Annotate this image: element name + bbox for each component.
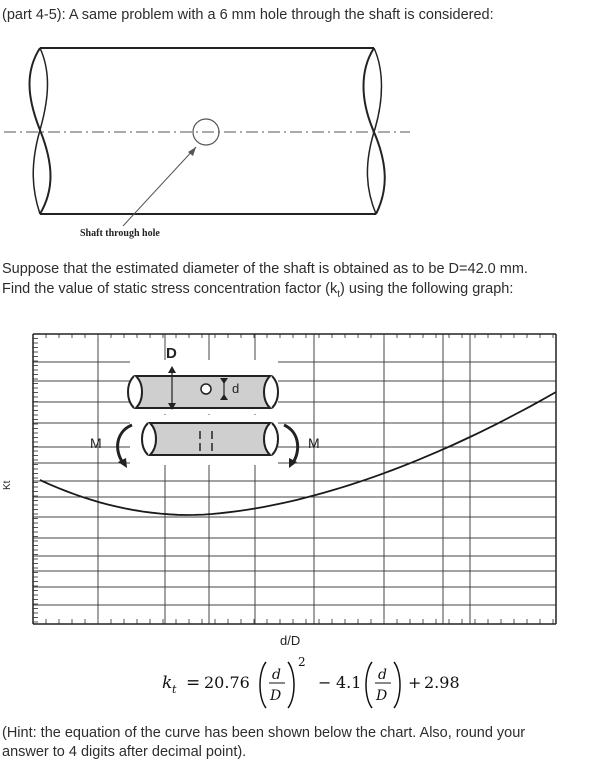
hint-line-2: answer to 4 digits after decimal point). <box>2 744 247 760</box>
moment-right-label: M <box>308 435 320 451</box>
eq-equals: = <box>186 673 201 693</box>
paragraph-line-1: Suppose that the estimated diameter of the shaft is obtained as to be D=42.0 mm. <box>2 261 528 277</box>
eq-plus: + <box>408 673 422 692</box>
shaft-caption: Shaft through hole <box>80 228 160 239</box>
eq-frac1-num: d <box>272 667 281 683</box>
eq-lhs: k <box>162 673 173 693</box>
eq-coef2: 4.1 <box>336 673 362 692</box>
diameter-label: D <box>166 345 177 362</box>
eq-minus: − <box>318 673 332 692</box>
eq-const: 2.98 <box>424 673 460 692</box>
y-axis-label: Kt <box>2 480 13 490</box>
eq-frac1-den: D <box>270 688 282 704</box>
moment-left-label: M <box>90 435 102 451</box>
eq-lhs-sub: t <box>172 683 177 696</box>
intro-text: (part 4-5): A same problem with a 6 mm hole through the shaft is considered: <box>2 7 494 23</box>
eq-coef1: 20.76 <box>204 673 250 692</box>
eq-frac2-den: D <box>376 688 388 704</box>
hint-line-1: (Hint: the equation of the curve has been shown below the chart. Also, round your <box>2 725 526 741</box>
x-axis-label: d/D <box>280 633 301 648</box>
eq-frac2-num: d <box>378 667 387 683</box>
paragraph-line-2: Find the value of static stress concentration factor $(k_t)$ using the following graph: <box>2 281 514 300</box>
hole-dimension-label: d <box>232 381 240 396</box>
eq-exponent: 2 <box>298 655 306 669</box>
